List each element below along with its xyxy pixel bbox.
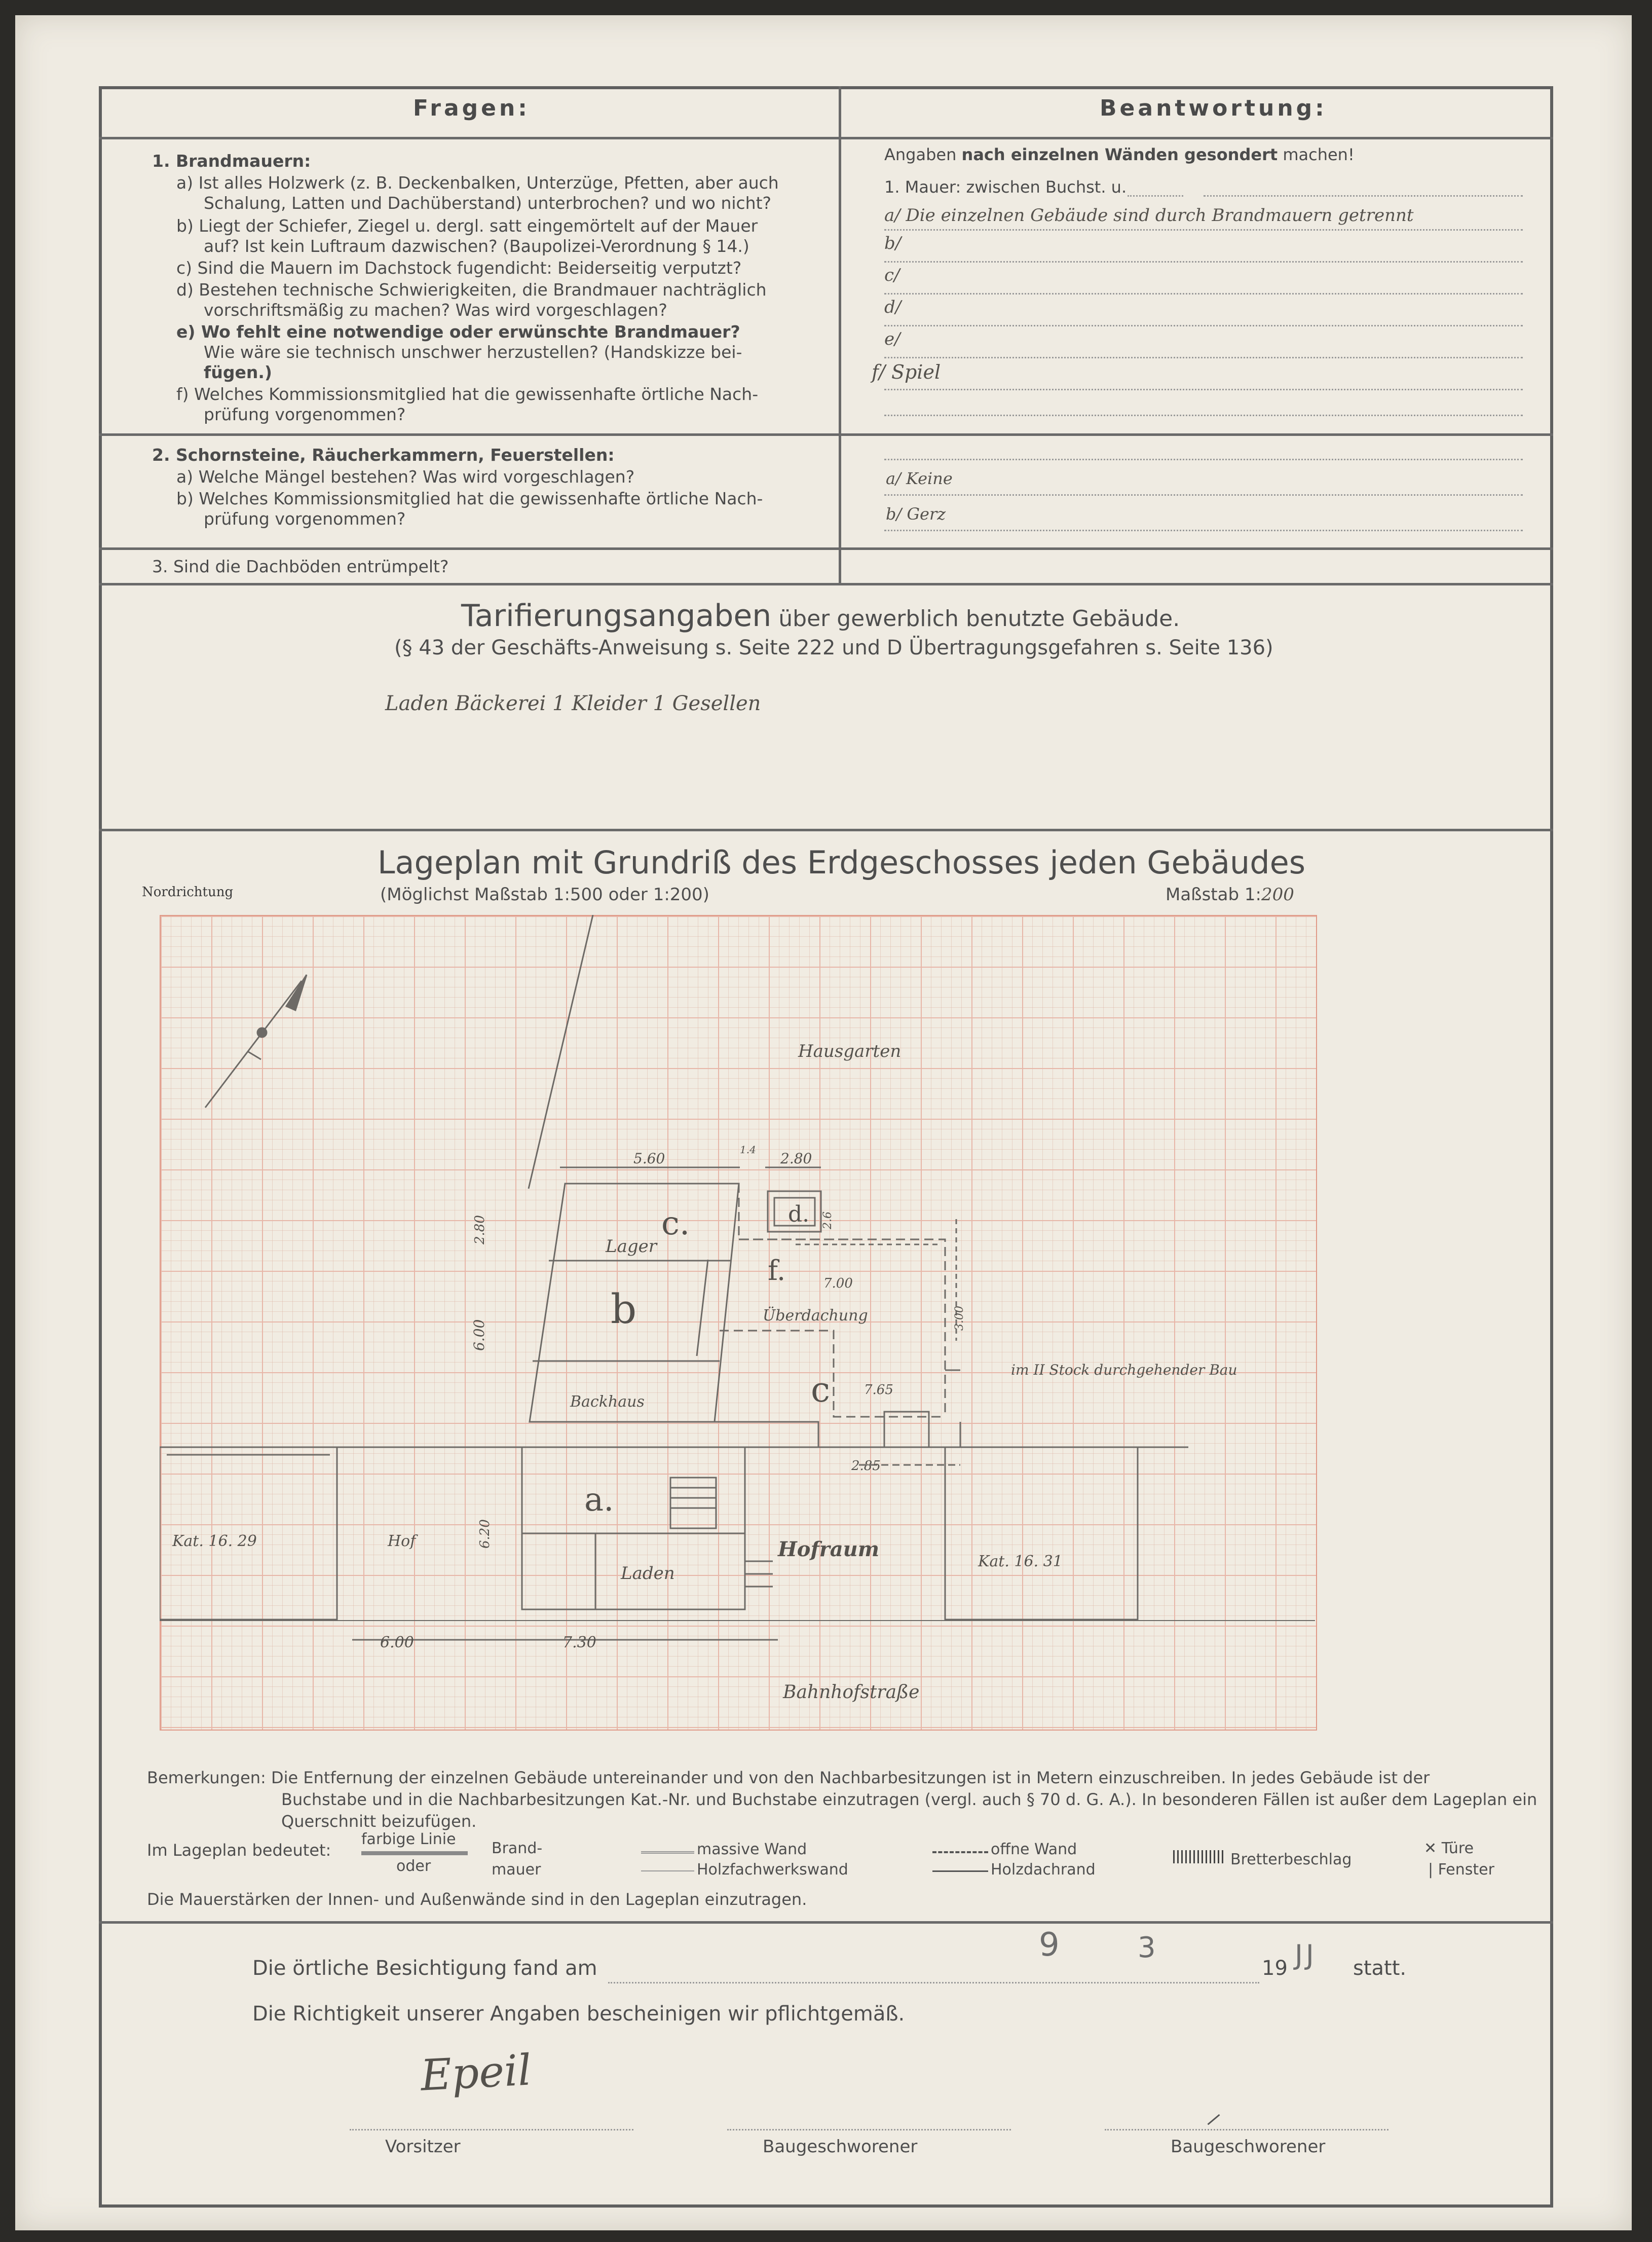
- building-b-label: b: [611, 1285, 637, 1333]
- dim-700: 7.00: [823, 1276, 853, 1291]
- dim-3: 3.00: [953, 1306, 966, 1331]
- besichtigung-post: statt.: [1353, 1957, 1407, 1980]
- sig-line-1: [350, 2129, 633, 2130]
- dim-620: 6.20: [477, 1519, 493, 1549]
- building-d-label: d.: [788, 1201, 810, 1227]
- bemerkungen-line3: Querschnitt beizufügen.: [281, 1812, 477, 1831]
- legend-holzdach-sample: [932, 1870, 988, 1872]
- a1-intro: [884, 145, 1355, 164]
- dim-600: 6.00: [380, 1634, 414, 1651]
- besichtigung-year-hand: JJ: [1295, 1939, 1317, 1971]
- legend-farbige: farbige Linie: [361, 1830, 456, 1848]
- besichtigung-dotted: [608, 1982, 1259, 1983]
- neighbor-right: [945, 1447, 1138, 1620]
- a2-line-2: [884, 494, 1523, 496]
- legend-fenster: | Fenster: [1428, 1861, 1494, 1879]
- q1-title: 1. Brandmauern:: [152, 151, 311, 171]
- a1-mauer-line: 1. Mauer: zwischen Buchst. u.: [884, 177, 1127, 197]
- sig-line-2: [727, 2129, 1011, 2130]
- legend-bretter: Bretterbeschlag: [1230, 1851, 1352, 1868]
- a1-intro-pre: Angaben: [884, 145, 962, 164]
- lageplan-title: Lageplan mit Grundriß des Erdgeschosses jeden Gebäudes: [378, 844, 1306, 881]
- column-divider: [839, 86, 841, 583]
- a1-hand-c: c/: [884, 265, 900, 285]
- baugeschworener-2: Baugeschworener: [1171, 2137, 1326, 2157]
- q2-a-line: a) Welche Mängel bestehen? Was wird vorgeschlagen?: [176, 467, 635, 487]
- mauer-dotted-1: [1128, 195, 1183, 197]
- answer-line-e: [884, 357, 1523, 358]
- legend-holzfach-sample: [641, 1870, 694, 1871]
- tarif-title-rest: über gewerblich benutzte Gebäude.: [771, 606, 1180, 632]
- besichtigung-pre: Die örtliche Besichtigung fand am: [252, 1957, 597, 1980]
- legend-brand1: Brand-: [492, 1840, 543, 1857]
- answer-line-a: [884, 229, 1523, 231]
- a1-hand-a: a/ Die einzelnen Gebäude sind durch Brandmauern getrennt: [884, 205, 1414, 226]
- q1-e-line1: e) Wo fehlt eine notwendige oder erwünschte Brandmauer?: [176, 322, 740, 342]
- backhaus-label: Backhaus: [570, 1393, 645, 1411]
- answer-line-d: [884, 325, 1523, 326]
- legend-fenster-text: Fenster: [1438, 1861, 1494, 1879]
- dim-730: 7.30: [562, 1634, 596, 1651]
- hof-label: Hof: [388, 1532, 416, 1550]
- richtigkeit-line: Die Richtigkeit unserer Angaben bescheinigen wir pflichtgemäß.: [252, 2002, 905, 2026]
- laden-label: Laden: [621, 1563, 675, 1584]
- row-rule-4: [99, 829, 1553, 831]
- lager-label: Lager: [606, 1236, 657, 1257]
- dim-285: 2.85: [851, 1458, 881, 1474]
- strasse-label: Bahnhofstraße: [783, 1682, 920, 1703]
- north-arrow-icon: [205, 975, 307, 1108]
- besichtigung-year-prefix: 19: [1262, 1957, 1288, 1980]
- q2-title: 2. Schornsteine, Räucherkammern, Feuerstellen:: [152, 445, 615, 465]
- dim-26: 2.6: [821, 1211, 834, 1229]
- fragen-header: Fragen:: [413, 95, 530, 121]
- q1-b-line1: b) Liegt der Schiefer, Ziegel u. dergl. satt eingemörtelt auf der Mauer: [176, 216, 758, 236]
- tarif-title: [461, 598, 1180, 634]
- a1-hand-e: e/: [884, 329, 900, 349]
- row-rule-1: [99, 433, 1553, 436]
- site-plan-drawing: [160, 915, 1315, 1729]
- a1-hand-f: f/ Spiel: [872, 361, 941, 383]
- dim-14: 1.4: [740, 1144, 756, 1156]
- building-f-label: f.: [768, 1255, 786, 1287]
- building-a-label: a.: [584, 1481, 614, 1519]
- q1-c-line: c) Sind die Mauern im Dachstock fugendicht: Beiderseitig verputzt?: [176, 258, 742, 278]
- dim-600-vertical: 6.00: [471, 1319, 487, 1351]
- nordrichtung-label: Nordrichtung: [142, 885, 234, 900]
- legend-tuere: ✕ Türe: [1424, 1840, 1474, 1857]
- q2-b-line1: b) Welches Kommissionsmitglied hat die gewissenhafte örtliche Nach-: [176, 489, 763, 508]
- massstab-text: Maßstab 1:: [1166, 885, 1261, 905]
- hofraum-label: Hofraum: [778, 1537, 880, 1561]
- q1-a-line1: a) Ist alles Holzwerk (z. B. Deckenbalken, Unterzüge, Pfetten, aber auch: [176, 173, 779, 193]
- building-c-top: c.: [661, 1205, 690, 1242]
- legend-massive: massive Wand: [697, 1841, 807, 1858]
- massstab-hand: 200: [1261, 885, 1294, 905]
- legend-oder: oder: [396, 1857, 431, 1875]
- besichtigung-month: 3: [1138, 1931, 1156, 1964]
- q1-d-line1: d) Bestehen technische Schwierigkeiten, die Brandmauer nachträglich: [176, 280, 767, 300]
- legend-offne-sample: [932, 1851, 988, 1853]
- boundary-line: [529, 915, 593, 1189]
- legend-holzfach: Holzfachwerkswand: [697, 1861, 848, 1879]
- a1-intro-bold: nach einzelnen Wänden gesondert: [961, 145, 1278, 164]
- legend-holzdach: Holzdachrand: [991, 1861, 1096, 1879]
- legend-offne: offne Wand: [991, 1841, 1077, 1858]
- bemerkungen-line1: Bemerkungen: Die Entfernung der einzelnen Gebäude untereinander und von den Nachbarbesitzungen ist in Metern einzuschreiben. In jedes Gebäude ist der: [147, 1768, 1430, 1787]
- tarif-hand: Laden Bäckerei 1 Kleider 1 Gesellen: [385, 692, 761, 715]
- tarif-title-big: Tarifierungsangaben: [461, 598, 772, 634]
- tarif-subtitle: (§ 43 der Geschäfts-Anweisung s. Seite 222 und D Übertragungsgefahren s. Seite 136): [394, 636, 1273, 659]
- row-rule-3: [99, 583, 1553, 585]
- bemerkungen-line2: Buchstabe und in die Nachbarbesitzungen Kat.-Nr. und Buchstabe einzutragen (vergl. auch § 70 d. G. A.). In besonderen Fällen ist außer dem Lageplan ein: [281, 1790, 1537, 1809]
- a1-hand-b: b/: [884, 233, 902, 253]
- answer-line-c: [884, 293, 1523, 295]
- ueberdachung-label: Überdachung: [763, 1307, 868, 1325]
- a2-line-3: [884, 530, 1523, 531]
- building-c-mid: c: [811, 1370, 831, 1410]
- answer-line-b: [884, 261, 1523, 263]
- lageplan-subtitle: (Möglichst Maßstab 1:500 oder 1:200): [380, 885, 709, 905]
- note-right: im II Stock durchgehender Bau: [1011, 1362, 1237, 1378]
- answer-line-f: [884, 389, 1523, 390]
- q1-d-line2: vorschriftsmäßig zu machen? Was wird vorgeschlagen?: [204, 300, 667, 320]
- q2-b-line2: prüfung vorgenommen?: [204, 509, 406, 529]
- mauer-dotted-2: [1204, 195, 1523, 197]
- a1-intro-post: machen!: [1278, 145, 1355, 164]
- header-rule: [99, 137, 1553, 139]
- dim-280-vertical: 2.80: [472, 1215, 487, 1244]
- legend-color-swatch: [361, 1851, 468, 1855]
- q1-e-line3: fügen.): [204, 362, 272, 382]
- mauerstaerken-note: Die Mauerstärken der Innen- und Außenwände sind in den Lageplan einzutragen.: [147, 1890, 807, 1909]
- kat-right-label: Kat. 16. 31: [978, 1553, 1063, 1570]
- legend-brand2: mauer: [492, 1861, 541, 1879]
- massstab-label: [1166, 885, 1294, 905]
- beantwortung-header: Beantwortung:: [1100, 95, 1327, 121]
- legend-lead: Im Lageplan bedeutet:: [147, 1841, 331, 1860]
- legend-bretter-sample: [1173, 1850, 1224, 1863]
- vorsitzer-label: Vorsitzer: [385, 2137, 461, 2157]
- building-f: [739, 1184, 945, 1417]
- baugeschworener-1: Baugeschworener: [763, 2137, 918, 2157]
- besichtigung-day: 9: [1039, 1926, 1060, 1964]
- a2-hand-b: b/ Gerz: [886, 504, 946, 524]
- q1-e-line2: Wie wäre sie technisch unschwer herzustellen? (Handskizze bei-: [204, 342, 742, 362]
- dim-560: 5.60: [633, 1150, 665, 1167]
- hausgarten-label: Hausgarten: [798, 1041, 902, 1061]
- a2-line-1: [884, 459, 1523, 460]
- a1-hand-d: d/: [884, 297, 902, 317]
- q1-f-line1: f) Welches Kommissionsmitglied hat die gewissenhafte örtliche Nach-: [176, 384, 759, 404]
- q1-f-line2: prüfung vorgenommen?: [204, 405, 406, 424]
- q3-line: 3. Sind die Dachböden entrümpelt?: [152, 557, 449, 576]
- answer-line-g: [884, 415, 1523, 416]
- dim-280: 2.80: [780, 1150, 812, 1167]
- sig-line-3: [1105, 2129, 1388, 2130]
- legend-massive-sample: [641, 1851, 694, 1854]
- row-rule-5: [99, 1921, 1553, 1924]
- kat-left-label: Kat. 16. 29: [172, 1532, 257, 1550]
- a2-hand-a: a/ Keine: [886, 469, 953, 488]
- q1-b-line2: auf? Ist kein Luftraum dazwischen? (Baupolizei-Verordnung § 14.): [204, 236, 749, 256]
- legend-tuere-text: Türe: [1441, 1840, 1474, 1857]
- q1-a-line2: Schalung, Latten und Dachüberstand) unterbrochen? und wo nicht?: [204, 193, 772, 213]
- signature: Epeil: [419, 2045, 533, 2101]
- row-rule-2: [99, 547, 1553, 550]
- dim-765: 7.65: [864, 1382, 893, 1398]
